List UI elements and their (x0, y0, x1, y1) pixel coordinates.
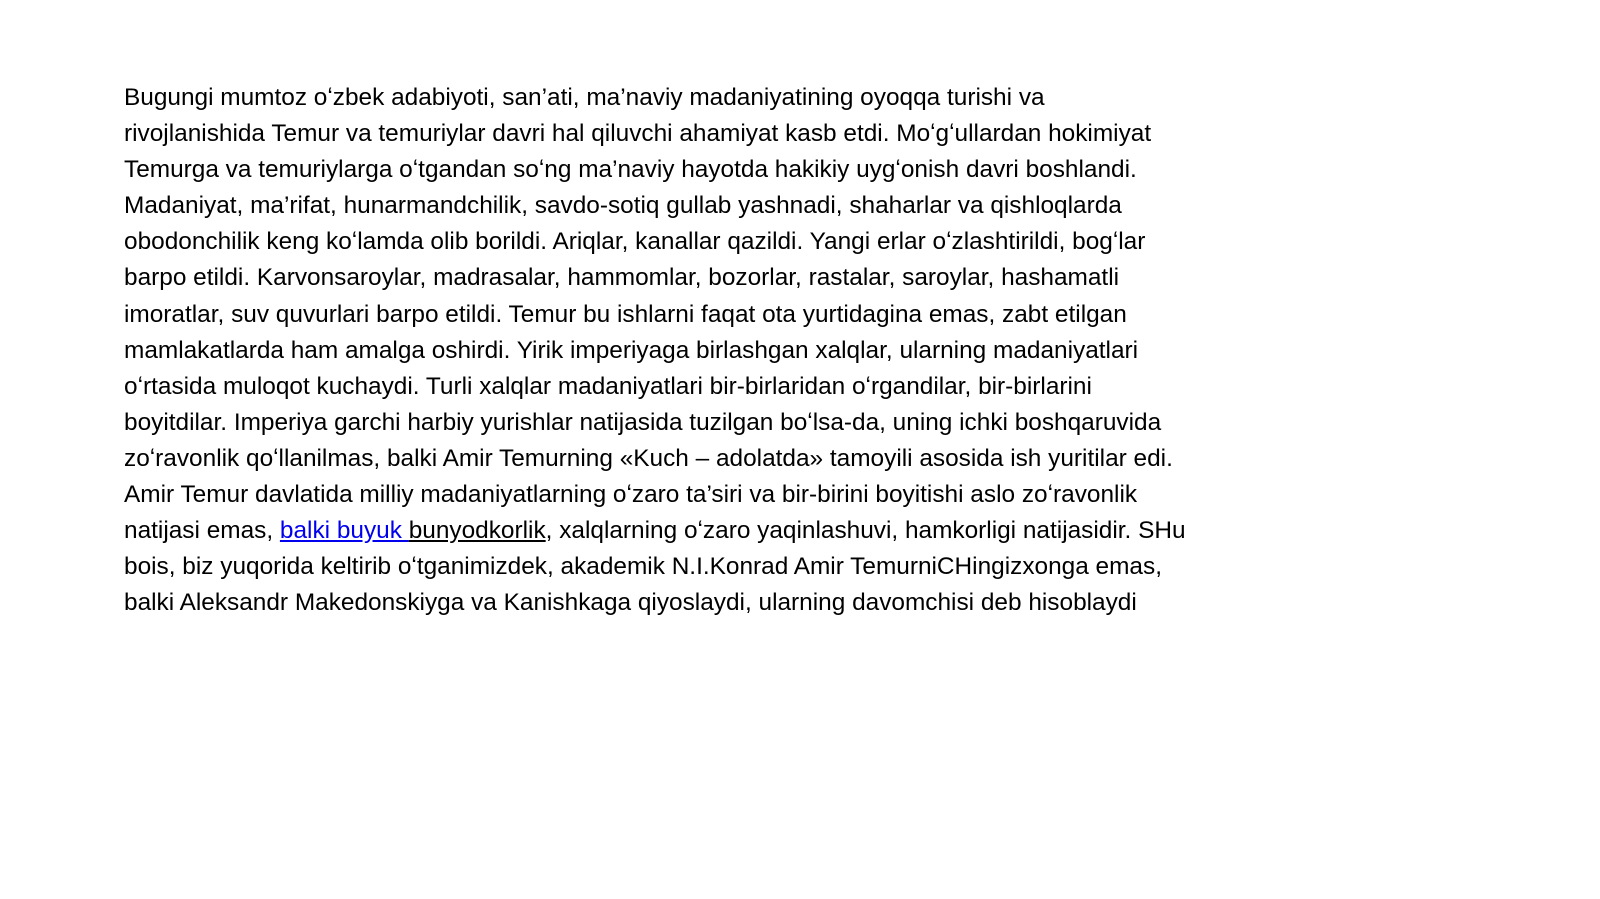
text-line: barpo etildi. Karvonsaroylar, madrasalar, hammomlar, bozorlar, rastalar, saroylar, hashamatli (124, 264, 1120, 292)
body-paragraph (124, 80, 1464, 621)
hyperlink-balki-buyuk[interactable]: balki buyuk (279, 517, 409, 545)
text-line: mamlakatlarda ham amalga oshirdi. Yirik imperiyaga birlashgan xalqlar, ularning madaniyatlari (124, 336, 1139, 364)
text-segment: natijasi emas, (124, 517, 280, 545)
text-segment: , xalqlarning oʻzaro yaqinlashuvi, hamkorligi natijasidir. SHu (545, 517, 1186, 545)
text-line: imoratlar, suv quvurlari barpo etildi. Temur bu ishlarni faqat ota yurtidagina emas, zabt etilgan (124, 300, 1127, 328)
text-line: oʻrtasida muloqot kuchaydi. Turli xalqlar madaniyatlari bir-birlaridan oʻrgandilar, bir-birlarini (124, 372, 1092, 400)
text-line: zoʻravonlik qoʻllanilmas, balki Amir Temurning «Kuch – adolatda» tamoyili asosida ish yuritilar edi. (124, 444, 1173, 472)
text-line: Amir Temur davlatida milliy madaniyatlarning oʻzaro ta’siri va bir-birini boyitishi aslo zoʻravonlik (124, 481, 1138, 509)
text-line: boyitdilar. Imperiya garchi harbiy yurishlar natijasida tuzilgan boʻlsa-da, uning ichki boshqaruvida (124, 408, 1162, 436)
hyperlink-bunyodkorlik[interactable]: bunyodkorlik (408, 517, 546, 545)
text-line-with-link (124, 513, 1464, 549)
text-line: rivojlanishida Temur va temuriylar davri hal qiluvchi ahamiyat kasb etdi. Moʻgʻullardan hokimiyat (124, 120, 1152, 148)
text-line: Madaniyat, ma’rifat, hunarmandchilik, savdo-sotiq gullab yashnadi, shaharlar va qishloqlarda (124, 192, 1122, 220)
text-line: Bugungi mumtoz oʻzbek adabiyoti, san’ati, ma’naviy madaniyatining oyoqqa turishi va (124, 84, 1045, 111)
text-line: Temurga va temuriylarga oʻtgandan soʻng ma’naviy hayotda hakikiy uygʻonish davri boshlandi. (124, 156, 1137, 184)
text-line: obodonchilik keng koʻlamda olib borildi. Ariqlar, kanallar qazildi. Yangi erlar oʻzlashtirildi, bogʻlar (124, 228, 1146, 256)
text-line: balki Aleksandr Makedonskiyga va Kanishkaga qiyoslaydi, ularning davomchisi deb hisoblaydi (124, 589, 1137, 617)
text-line: bois, biz yuqorida keltirib oʻtganimizdek, akademik N.I.Konrad Amir TemurniCHingizxonga emas, (124, 553, 1162, 581)
